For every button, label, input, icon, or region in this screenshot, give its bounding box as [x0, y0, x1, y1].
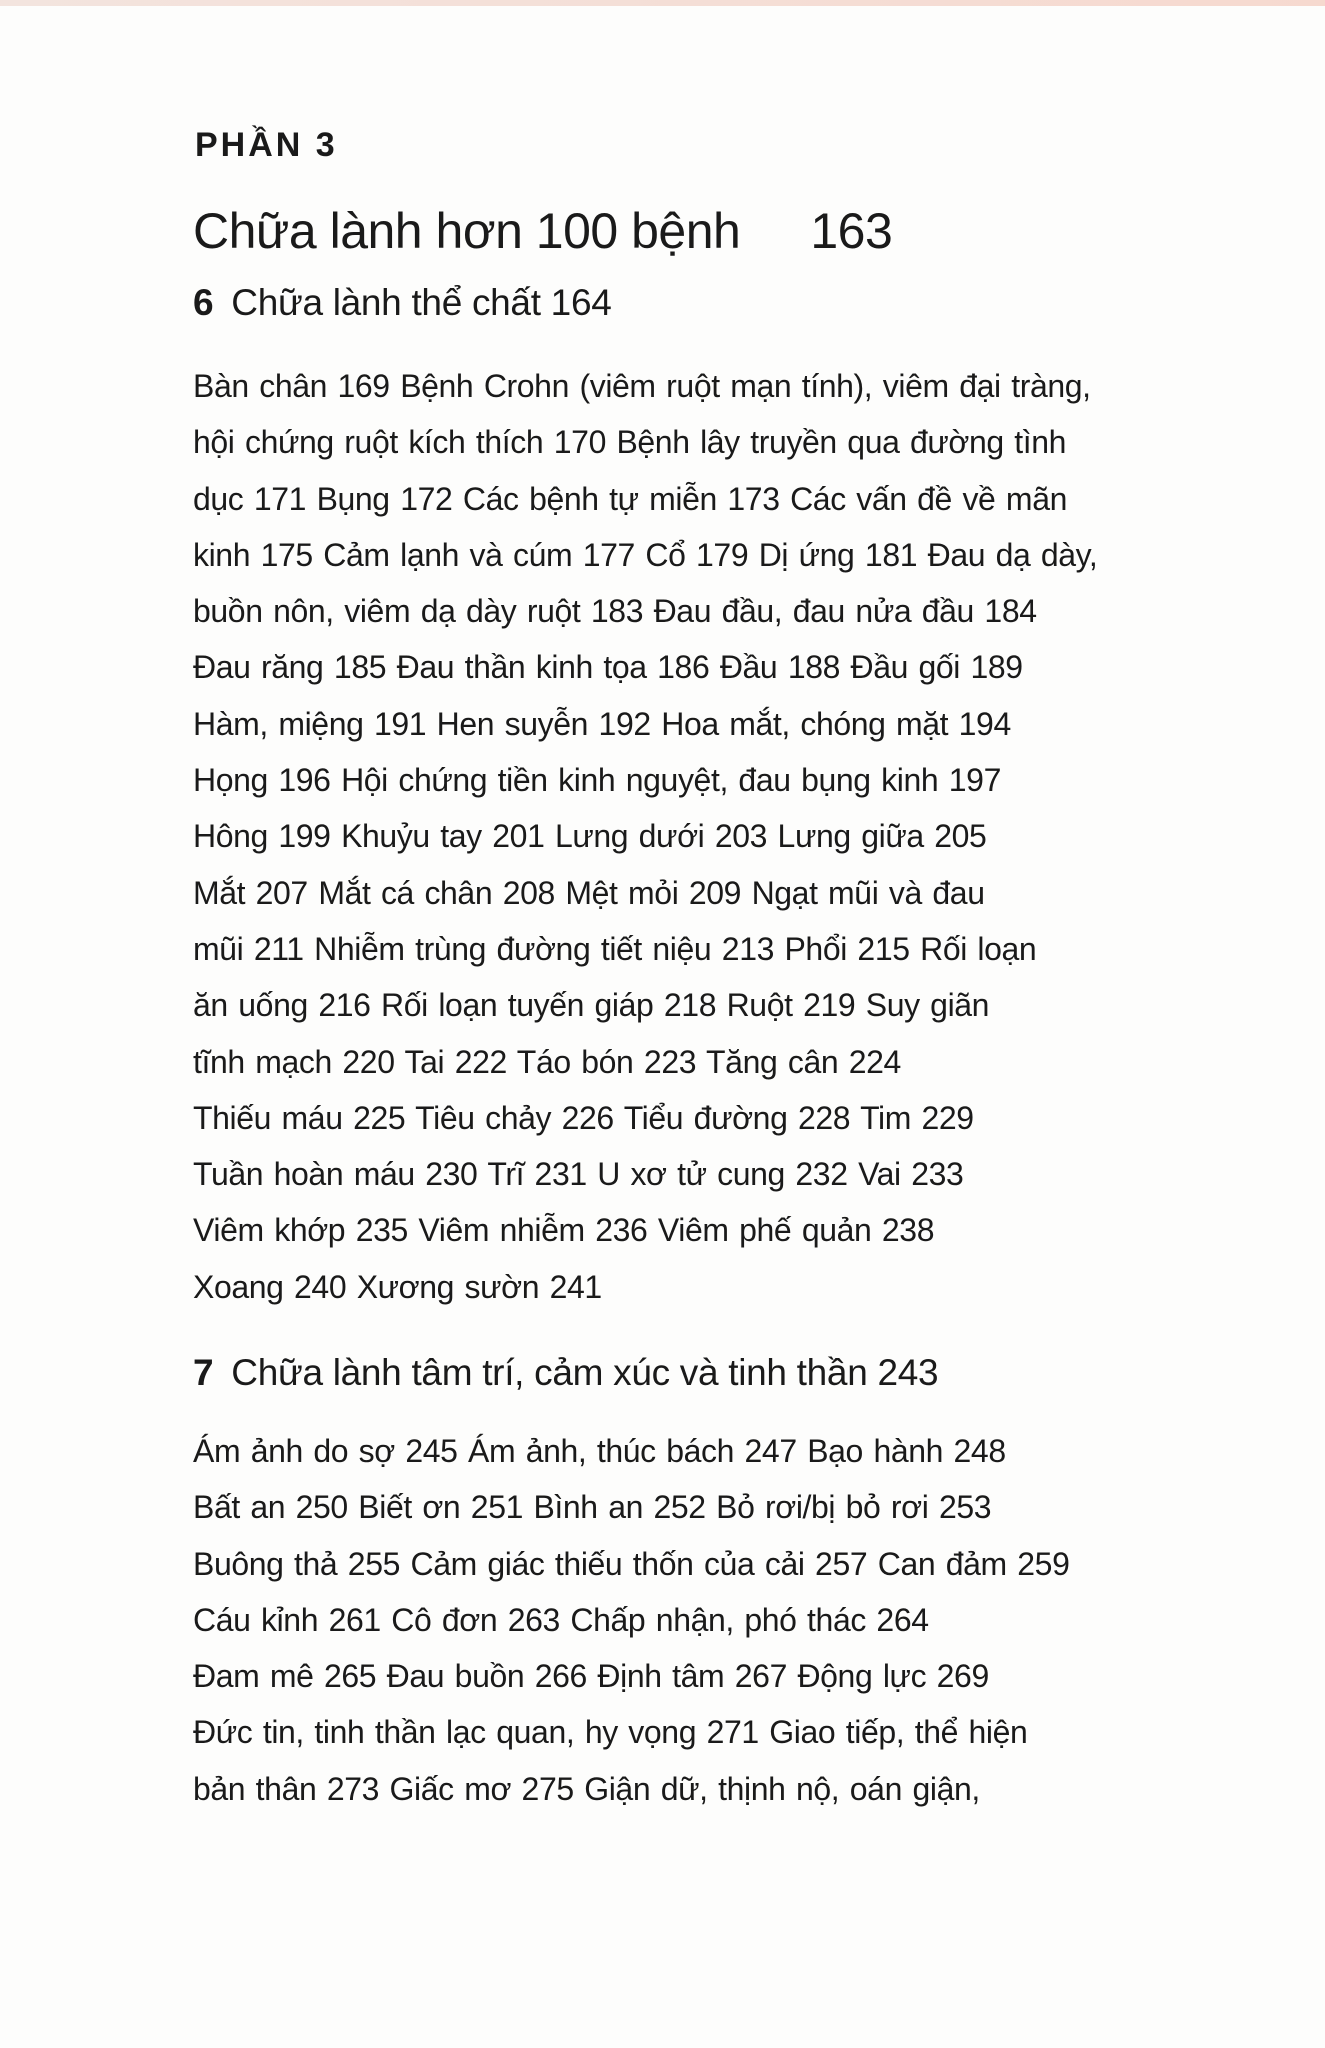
toc-line: Mắt 207 Mắt cá chân 208 Mệt mỏi 209 Ngạt mũi và đau [193, 874, 985, 911]
chapter-title: Chữa lành tâm trí, cảm xúc và tinh thần 243 [231, 1352, 939, 1393]
toc-line: buồn nôn, viêm dạ dày ruột 183 Đau đầu, đau nửa đầu 184 [193, 593, 1037, 630]
toc-line: Họng 196 Hội chứng tiền kinh nguyệt, đau bụng kinh 197 [193, 762, 1001, 799]
toc-line: Hàm, miệng 191 Hen suyễn 192 Hoa mắt, chóng mặt 194 [193, 705, 1011, 742]
toc-line: bản thân 273 Giấc mơ 275 Giận dữ, thịnh nộ, oán giận, [193, 1770, 980, 1807]
toc-line: mũi 211 Nhiễm trùng đường tiết niệu 213 Phổi 215 Rối loạn [193, 930, 1037, 967]
part-title [193, 202, 892, 260]
chapter-6-entries [193, 358, 1097, 1315]
toc-line: dục 171 Bụng 172 Các bệnh tự miễn 173 Các vấn đề về mãn [193, 480, 1067, 517]
toc-line: Đau răng 185 Đau thần kinh tọa 186 Đầu 188 Đầu gối 189 [193, 649, 1023, 686]
chapter-7-heading [193, 1352, 938, 1394]
toc-line: Tuần hoàn máu 230 Trĩ 231 U xơ tử cung 232 Vai 233 [193, 1156, 964, 1193]
toc-line: ăn uống 216 Rối loạn tuyến giáp 218 Ruột 219 Suy giãn [193, 987, 990, 1024]
chapter-title: Chữa lành thể chất 164 [231, 282, 612, 323]
toc-line: hội chứng ruột kích thích 170 Bệnh lây truyền qua đường tình [193, 424, 1067, 461]
chapter-number: 7 [193, 1352, 214, 1393]
toc-line: Xoang 240 Xương sườn 241 [193, 1268, 602, 1305]
toc-line: Ám ảnh do sợ 245 Ám ảnh, thúc bách 247 Bạo hành 248 [193, 1433, 1006, 1469]
toc-line: Bàn chân 169 Bệnh Crohn (viêm ruột mạn tính), viêm đại tràng, [193, 368, 1091, 404]
chapter-7-entries [193, 1423, 1069, 1817]
part-title-text: Chữa lành hơn 100 bệnh [193, 203, 741, 259]
toc-line: Hông 199 Khuỷu tay 201 Lưng dưới 203 Lưng giữa 205 [193, 818, 987, 855]
toc-line: Buông thả 255 Cảm giác thiếu thốn của cải 257 Can đảm 259 [193, 1545, 1070, 1582]
chapter-number: 6 [193, 282, 214, 323]
part-label: PHẦN 3 [195, 126, 338, 164]
toc-line: Bất an 250 Biết ơn 251 Bình an 252 Bỏ rơi/bị bỏ rơi 253 [193, 1489, 992, 1526]
toc-line: Cáu kỉnh 261 Cô đơn 263 Chấp nhận, phó thác 264 [193, 1601, 929, 1638]
part-page-number: 163 [810, 203, 893, 259]
toc-line: Đức tin, tinh thần lạc quan, hy vọng 271 Giao tiếp, thể hiện [193, 1714, 1028, 1751]
toc-line: Thiếu máu 225 Tiêu chảy 226 Tiểu đường 228 Tim 229 [193, 1099, 974, 1136]
page-top-edge [0, 0, 1325, 6]
toc-line: kinh 175 Cảm lạnh và cúm 177 Cổ 179 Dị ứng 181 Đau dạ dày, [193, 536, 1098, 573]
toc-line: Đam mê 265 Đau buồn 266 Định tâm 267 Động lực 269 [193, 1658, 989, 1695]
toc-line: Viêm khớp 235 Viêm nhiễm 236 Viêm phế quản 238 [193, 1212, 935, 1249]
chapter-6-heading [193, 282, 612, 324]
toc-line: tĩnh mạch 220 Tai 222 Táo bón 223 Tăng cân 224 [193, 1043, 901, 1080]
